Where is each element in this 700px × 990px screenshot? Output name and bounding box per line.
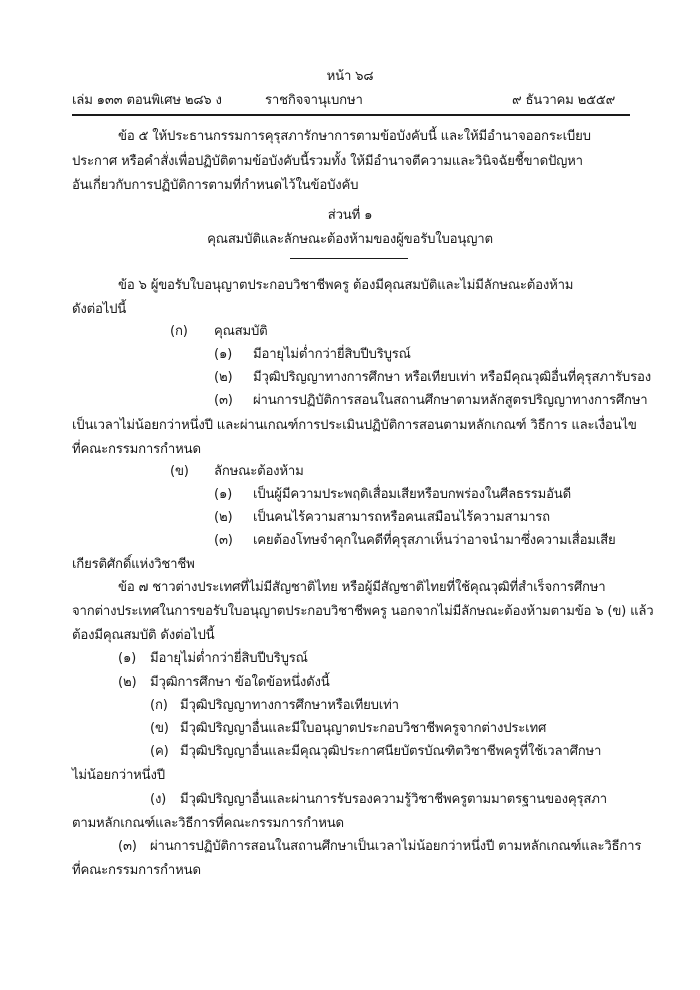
clause-5-line-3: อันเกี่ยวกับการปฏิบัติการตามที่กำหนดไว้ในข้อบังคับ — [72, 178, 359, 193]
section-rule — [290, 258, 408, 259]
publication-date: ๙ ธันวาคม ๒๕๕๙ — [512, 93, 616, 108]
section-subtitle: คุณสมบัติและลักษณะต้องห้ามของผู้ขอรับใบอนุญาต — [207, 232, 493, 247]
clause-7-1-num: (๑) — [118, 651, 137, 666]
clause-6-b-1-text: เป็นผู้มีความประพฤติเสื่อมเสียหรือบกพร่องในศีลธรรมอันดี — [253, 487, 571, 502]
clause-6-line-2: ดังต่อไปนี้ — [72, 302, 127, 317]
volume-info: เล่ม ๑๓๓ ตอนพิเศษ ๒๘๖ ง — [72, 93, 222, 108]
clause-7-2-num: (๒) — [118, 675, 137, 690]
clause-7-3-num: (๓) — [118, 839, 137, 854]
clause-6-a-3-cont-2: ที่คณะกรรมการกำหนด — [72, 442, 201, 457]
clause-7-2-d-text: มีวุฒิปริญญาอื่นและผ่านการรับรองความรู้วิชาชีพครูตามมาตรฐานของคุรุสภา — [180, 792, 607, 807]
clause-7-line-3: ต้องมีคุณสมบัติ ดังต่อไปนี้ — [72, 628, 215, 643]
clause-7-2-c-text: มีวุฒิปริญญาอื่นและมีคุณวุฒิประกาศนียบัตรบัณฑิตวิชาชีพครูที่ใช้เวลาศึกษา — [180, 744, 602, 759]
clause-7-2-a-text: มีวุฒิปริญญาทางการศึกษาหรือเทียบเท่า — [180, 698, 399, 713]
clause-7-3-text: ผ่านการปฏิบัติการสอนในสถานศึกษาเป็นเวลาไม่น้อยกว่าหนึ่งปี ตามหลักเกณฑ์และวิธีการ — [150, 839, 642, 854]
clause-7-2-c-cont-1: ไม่น้อยกว่าหนึ่งปี — [72, 768, 165, 783]
header-rule — [72, 114, 630, 116]
clause-7-1-text: มีอายุไม่ต่ำกว่ายี่สิบปีบริบูรณ์ — [150, 651, 308, 666]
clause-6-b-3-cont-1: เกียรติศักดิ์แห่งวิชาชีพ — [72, 557, 195, 572]
clause-7-2-d-num: (ง) — [150, 792, 167, 807]
clause-6-a-3-text: ผ่านการปฏิบัติการสอนในสถานศึกษาตามหลักสูตรปริญญาทางการศึกษา — [253, 393, 648, 408]
clause-7-2-b-num: (ข) — [150, 721, 169, 736]
clause-6-b-title: ลักษณะต้องห้าม — [214, 464, 304, 479]
clause-6-b-3-text: เคยต้องโทษจำคุกในคดีที่คุรุสภาเห็นว่าอาจนำมาซึ่งความเสื่อมเสีย — [253, 533, 616, 548]
clause-5-line-2: ประกาศ หรือคำสั่งเพื่อปฏิบัติตามข้อบังคับนี้รวมทั้ง ให้มีอำนาจตีความและวินิจฉัยชี้ขาดปัญหา — [72, 154, 583, 169]
clause-6-b-2-num: (๒) — [214, 510, 233, 525]
clause-6-a-1-num: (๑) — [214, 347, 233, 362]
section-title: ส่วนที่ ๑ — [327, 208, 373, 223]
clause-7-2-d-cont-1: ตามหลักเกณฑ์และวิธีการที่คณะกรรมการกำหนด — [72, 816, 344, 831]
clause-6-a-2-text: มีวุฒิปริญญาทางการศึกษา หรือเทียบเท่า หรือมีคุณวุฒิอื่นที่คุรุสภารับรอง — [253, 370, 651, 385]
clause-6-b-1-num: (๑) — [214, 487, 233, 502]
clause-5-line-1: ข้อ ๕ ให้ประธานกรรมการคุรุสภารักษาการตามข้อบังคับนี้ และให้มีอำนาจออกระเบียบ — [118, 129, 591, 144]
clause-6-a-2-num: (๒) — [214, 370, 233, 385]
clause-7-line-2: จากต่างประเทศในการขอรับใบอนุญาตประกอบวิชาชีพครู นอกจากไม่มีลักษณะต้องห้ามตามข้อ ๖ (ข) แล้ว — [72, 604, 654, 619]
clause-6-b-label: (ข) — [170, 464, 189, 479]
page-number: หน้า ๖๘ — [326, 69, 374, 84]
clause-7-2-c-num: (ค) — [150, 744, 169, 759]
clause-7-2-b-text: มีวุฒิปริญญาอื่นและมีใบอนุญาตประกอบวิชาชีพครูจากต่างประเทศ — [180, 721, 547, 736]
clause-7-2-a-num: (ก) — [150, 698, 168, 713]
clause-6-b-2-text: เป็นคนไร้ความสามารถหรือคนเสมือนไร้ความสามารถ — [253, 510, 550, 525]
clause-6-b-3-num: (๓) — [214, 533, 233, 548]
clause-6-a-label: (ก) — [170, 324, 188, 339]
publication-title: ราชกิจจานุเบกษา — [265, 93, 363, 108]
clause-6-a-3-cont-1: เป็นเวลาไม่น้อยกว่าหนึ่งปี และผ่านเกณฑ์การประเมินปฏิบัติการสอนตามหลักเกณฑ์ วิธีการ และเงื่อนไข — [72, 418, 637, 433]
clause-6-line-1: ข้อ ๖ ผู้ขอรับใบอนุญาตประกอบวิชาชีพครู ต้องมีคุณสมบัติและไม่มีลักษณะต้องห้าม — [118, 278, 574, 293]
clause-6-a-3-num: (๓) — [214, 393, 233, 408]
clause-6-a-1-text: มีอายุไม่ต่ำกว่ายี่สิบปีบริบูรณ์ — [253, 347, 411, 362]
clause-6-a-title: คุณสมบัติ — [214, 324, 268, 339]
clause-7-3-cont-1: ที่คณะกรรมการกำหนด — [72, 863, 201, 878]
clause-7-2-text: มีวุฒิการศึกษา ข้อใดข้อหนึ่งดังนี้ — [150, 675, 330, 690]
clause-7-line-1: ข้อ ๗ ชาวต่างประเทศที่ไม่มีสัญชาติไทย หรือผู้มีสัญชาติไทยที่ใช้คุณวุฒิที่สำเร็จการศึกษา — [118, 580, 606, 595]
